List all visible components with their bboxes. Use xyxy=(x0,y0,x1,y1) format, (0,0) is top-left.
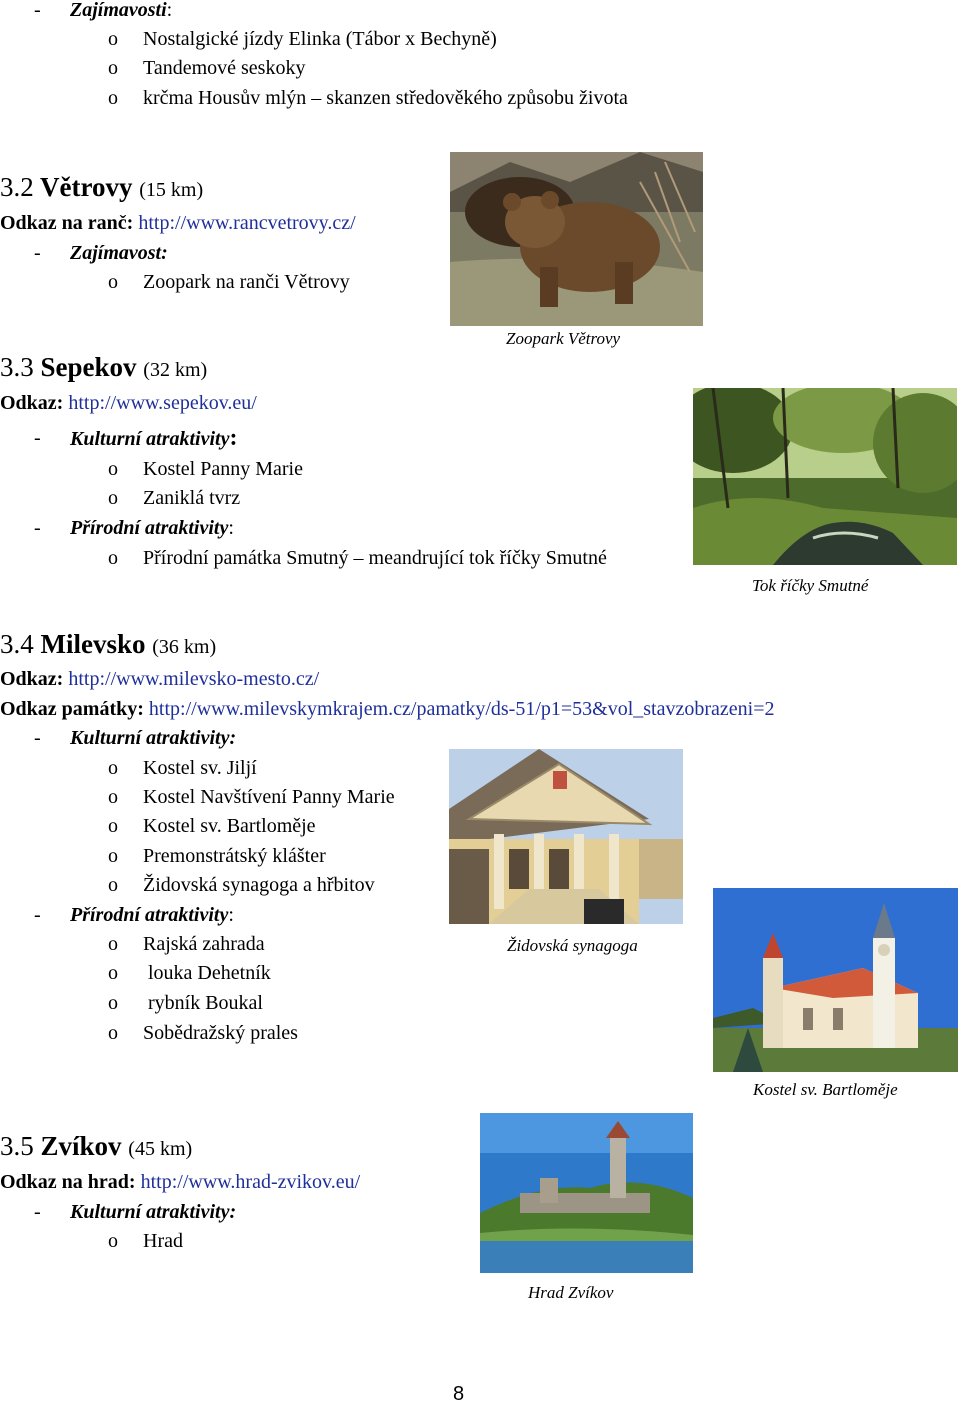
link-row: Odkaz památky: http://www.milevskymkrajem.cz/pamatky/ds-51/p1=53&vol_stavzobrazeni=2 xyxy=(0,698,775,720)
ranch-link[interactable]: http://www.rancvetrovy.cz/ xyxy=(138,212,356,234)
synagogue-photo-image xyxy=(449,749,683,924)
bear-caption: Zoopark Větrovy xyxy=(506,329,621,348)
river-photo-image xyxy=(693,388,957,565)
sepekov-link[interactable]: http://www.sepekov.eu/ xyxy=(68,392,257,414)
pamatky-link[interactable]: http://www.milevskymkrajem.cz/pamatky/ds-51/p1=53&vol_stavzobrazeni=2 xyxy=(148,698,775,720)
church-photo xyxy=(713,888,958,1072)
bear-photo-image xyxy=(450,152,703,326)
river-photo xyxy=(693,388,957,565)
bear-photo xyxy=(450,152,703,326)
zvikov-link[interactable]: http://www.hrad-zvikov.eu/ xyxy=(140,1171,361,1193)
link-row: Odkaz: http://www.milevsko-mesto.cz/ xyxy=(0,668,320,690)
milevsko-link[interactable]: http://www.milevsko-mesto.cz/ xyxy=(68,668,320,690)
section-heading-sepekov: 3.3 Sepekov (32 km) xyxy=(0,352,208,382)
sec31-label: Zajímavosti: xyxy=(70,0,173,21)
section-heading-milevsko: 3.4 Milevsko (36 km) xyxy=(0,629,217,659)
page-number: 8 xyxy=(453,1383,465,1405)
river-caption: Tok říčky Smutné xyxy=(752,576,869,595)
section-heading-zvikov: 3.5 Zvíkov (45 km) xyxy=(0,1131,193,1161)
link-row: Odkaz na hrad: http://www.hrad-zvikov.eu/ xyxy=(0,1171,361,1193)
section-heading-vetrovy: 3.2 Větrovy (15 km) xyxy=(0,172,204,202)
link-row: Odkaz: http://www.sepekov.eu/ xyxy=(0,392,257,414)
castle-photo-image xyxy=(480,1113,693,1273)
link-row: Odkaz na ranč: http://www.rancvetrovy.cz/ xyxy=(0,212,356,234)
castle-caption: Hrad Zvíkov xyxy=(528,1283,614,1302)
synagogue-caption: Židovská synagoga xyxy=(507,936,638,955)
church-photo-image xyxy=(713,888,958,1072)
church-caption: Kostel sv. Bartloměje xyxy=(753,1080,898,1099)
castle-photo xyxy=(480,1113,693,1273)
synagogue-photo xyxy=(449,749,683,924)
